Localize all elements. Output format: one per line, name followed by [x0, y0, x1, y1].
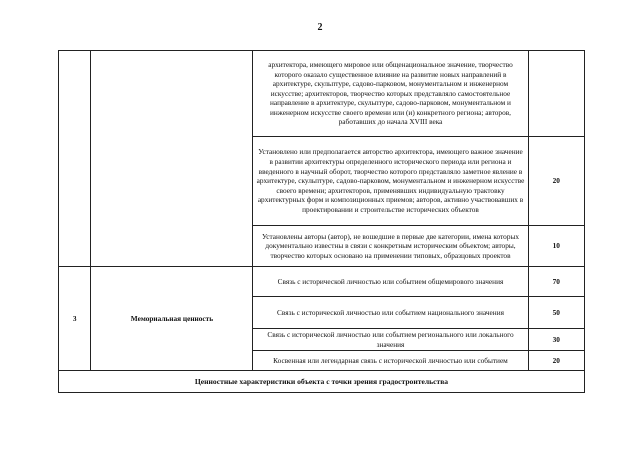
description-cell: Связь с исторической личностью или событием регионального или локального значения	[253, 329, 528, 351]
score-cell: 50	[528, 297, 585, 329]
score-cell: 70	[528, 267, 585, 297]
score-cell: 10	[528, 226, 585, 267]
score-cell-empty	[528, 51, 585, 137]
section-heading-row	[59, 371, 585, 393]
description-cell: Косвенная или легендарная связь с исторической личностью или событием	[253, 351, 528, 371]
table-row	[59, 51, 585, 137]
description-cell: архитектора, имеющего мировое или общенациональное значение, творчество которого оказало существенное влияние на развитие новых направлений в архитектуре, скульптуре, садово-парковом, монументальном и инженерном искусстве; архитекторов, творчество которых представляло самостоятельное направление в архитектуре, скульптуре, садово-парковом, монументальном и инженерном искусстве своего времени или (и) конкретного региона; авторов, работавших до начала XVIII века	[253, 51, 528, 137]
criterion-cell-empty	[91, 51, 253, 267]
score-cell: 30	[528, 329, 585, 351]
section-heading: Ценностные характеристики объекта с точки зрения градостроительства	[59, 371, 585, 393]
criterion-name-cell: Мемориальная ценность	[91, 267, 253, 371]
description-cell: Установлено или предполагается авторство архитектора, имеющего важное значение в развитии архитектуры определенного исторического периода или региона и введенного в научный оборот, творчество которого представляло заметное явление в архитектуре, скульптуре, садово-парковом, монументальном и инженерном искусстве своего времени; архитекторов, применявших индивидуальную трактовку архитектурных форм и композиционных приемов; авторов, активно участвовавших в проектировании и строительстве исторических объектов	[253, 137, 528, 226]
number-cell-empty	[59, 51, 91, 267]
description-cell: Установлены авторы (автор), не вошедшие в первые две категории, имена которых документально известны в связи с конкретным историческим объектом; авторы, творчество которых основано на применении типовых, образцовых проектов	[253, 226, 528, 267]
page-number: 2	[317, 22, 323, 33]
valuation-table	[58, 50, 585, 393]
score-cell: 20	[528, 137, 585, 226]
group-number-cell: 3	[59, 267, 91, 371]
score-cell: 20	[528, 351, 585, 371]
description-cell: Связь с исторической личностью или событием общемирового значения	[253, 267, 528, 297]
description-cell: Связь с исторической личностью или событием национального значения	[253, 297, 528, 329]
table-row	[59, 267, 585, 297]
